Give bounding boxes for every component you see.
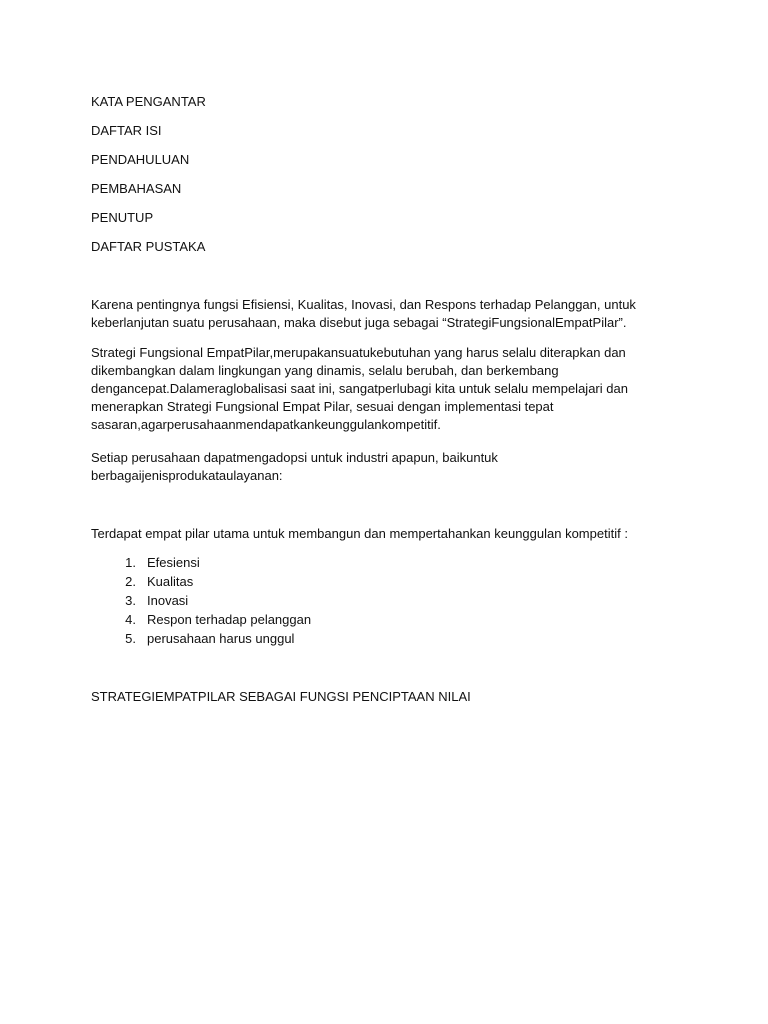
list-text: Efesiensi bbox=[147, 555, 200, 570]
paragraph-line: dengancepat.Dalameraglobalisasi saat ini, sangatperlubagi kita untuk selalu mempelajari dan bbox=[91, 381, 628, 396]
section-heading: STRATEGIEMPATPILAR SEBAGAI FUNGSI PENCIPTAAN NILAI bbox=[91, 689, 471, 704]
paragraph-intro bbox=[91, 296, 651, 332]
list-text: Kualitas bbox=[147, 574, 194, 589]
toc-item-daftar-isi: DAFTAR ISI bbox=[91, 123, 162, 138]
paragraph-adoption bbox=[91, 449, 651, 485]
toc-item-penutup: PENUTUP bbox=[91, 210, 154, 225]
toc-item-pendahuluan: PENDAHULUAN bbox=[91, 152, 190, 167]
list-item bbox=[91, 592, 311, 611]
list-text: Inovasi bbox=[147, 593, 189, 608]
paragraph-line: Karena pentingnya fungsi Efisiensi, Kualitas, Inovasi, dan Respons terhadap Pelanggan, untuk bbox=[91, 297, 636, 312]
list-text: Respon terhadap pelanggan bbox=[147, 612, 312, 627]
toc-item-pembahasan: PEMBAHASAN bbox=[91, 181, 182, 196]
list-text: perusahaan harus unggul bbox=[147, 631, 295, 646]
paragraph-line: menerapkan Strategi Fungsional Empat Pilar, sesuai dengan implementasi tepat bbox=[91, 399, 554, 414]
list-item bbox=[91, 573, 311, 592]
paragraph-line: Setiap perusahaan dapatmengadopsi untuk industri apapun, baikuntuk bbox=[91, 450, 498, 465]
list-number: 3. bbox=[125, 593, 136, 608]
paragraph-line: berbagaijenisprodukataulayanan: bbox=[91, 468, 283, 483]
paragraph-line: dikembangkan dalam lingkungan yang dinamis, selalu berubah, dan berkembang bbox=[91, 363, 559, 378]
list-item bbox=[91, 630, 311, 649]
list-number: 1. bbox=[125, 555, 136, 570]
paragraph-line: keberlanjutan suatu perusahaan, maka disebut juga sebagai “StrategiFungsionalEmpatPilar”. bbox=[91, 315, 627, 330]
pillars-list bbox=[91, 554, 311, 649]
list-item bbox=[91, 611, 311, 630]
toc-item-kata-pengantar: KATA PENGANTAR bbox=[91, 94, 206, 109]
paragraph-line: Strategi Fungsional EmpatPilar,merupakansuatukebutuhan yang harus selalu diterapkan dan bbox=[91, 345, 626, 360]
list-item bbox=[91, 554, 311, 573]
list-number: 5. bbox=[125, 631, 136, 646]
list-number: 4. bbox=[125, 612, 136, 627]
table-of-contents bbox=[91, 93, 206, 267]
list-number: 2. bbox=[125, 574, 136, 589]
paragraph-line: sasaran,agarperusahaanmendapatkankeunggulankompetitif. bbox=[91, 417, 441, 432]
paragraph-strategy bbox=[91, 344, 651, 434]
toc-item-daftar-pustaka: DAFTAR PUSTAKA bbox=[91, 239, 206, 254]
paragraph-pillars-intro: Terdapat empat pilar utama untuk membangun dan mempertahankan keunggulan kompetitif : bbox=[91, 526, 628, 541]
